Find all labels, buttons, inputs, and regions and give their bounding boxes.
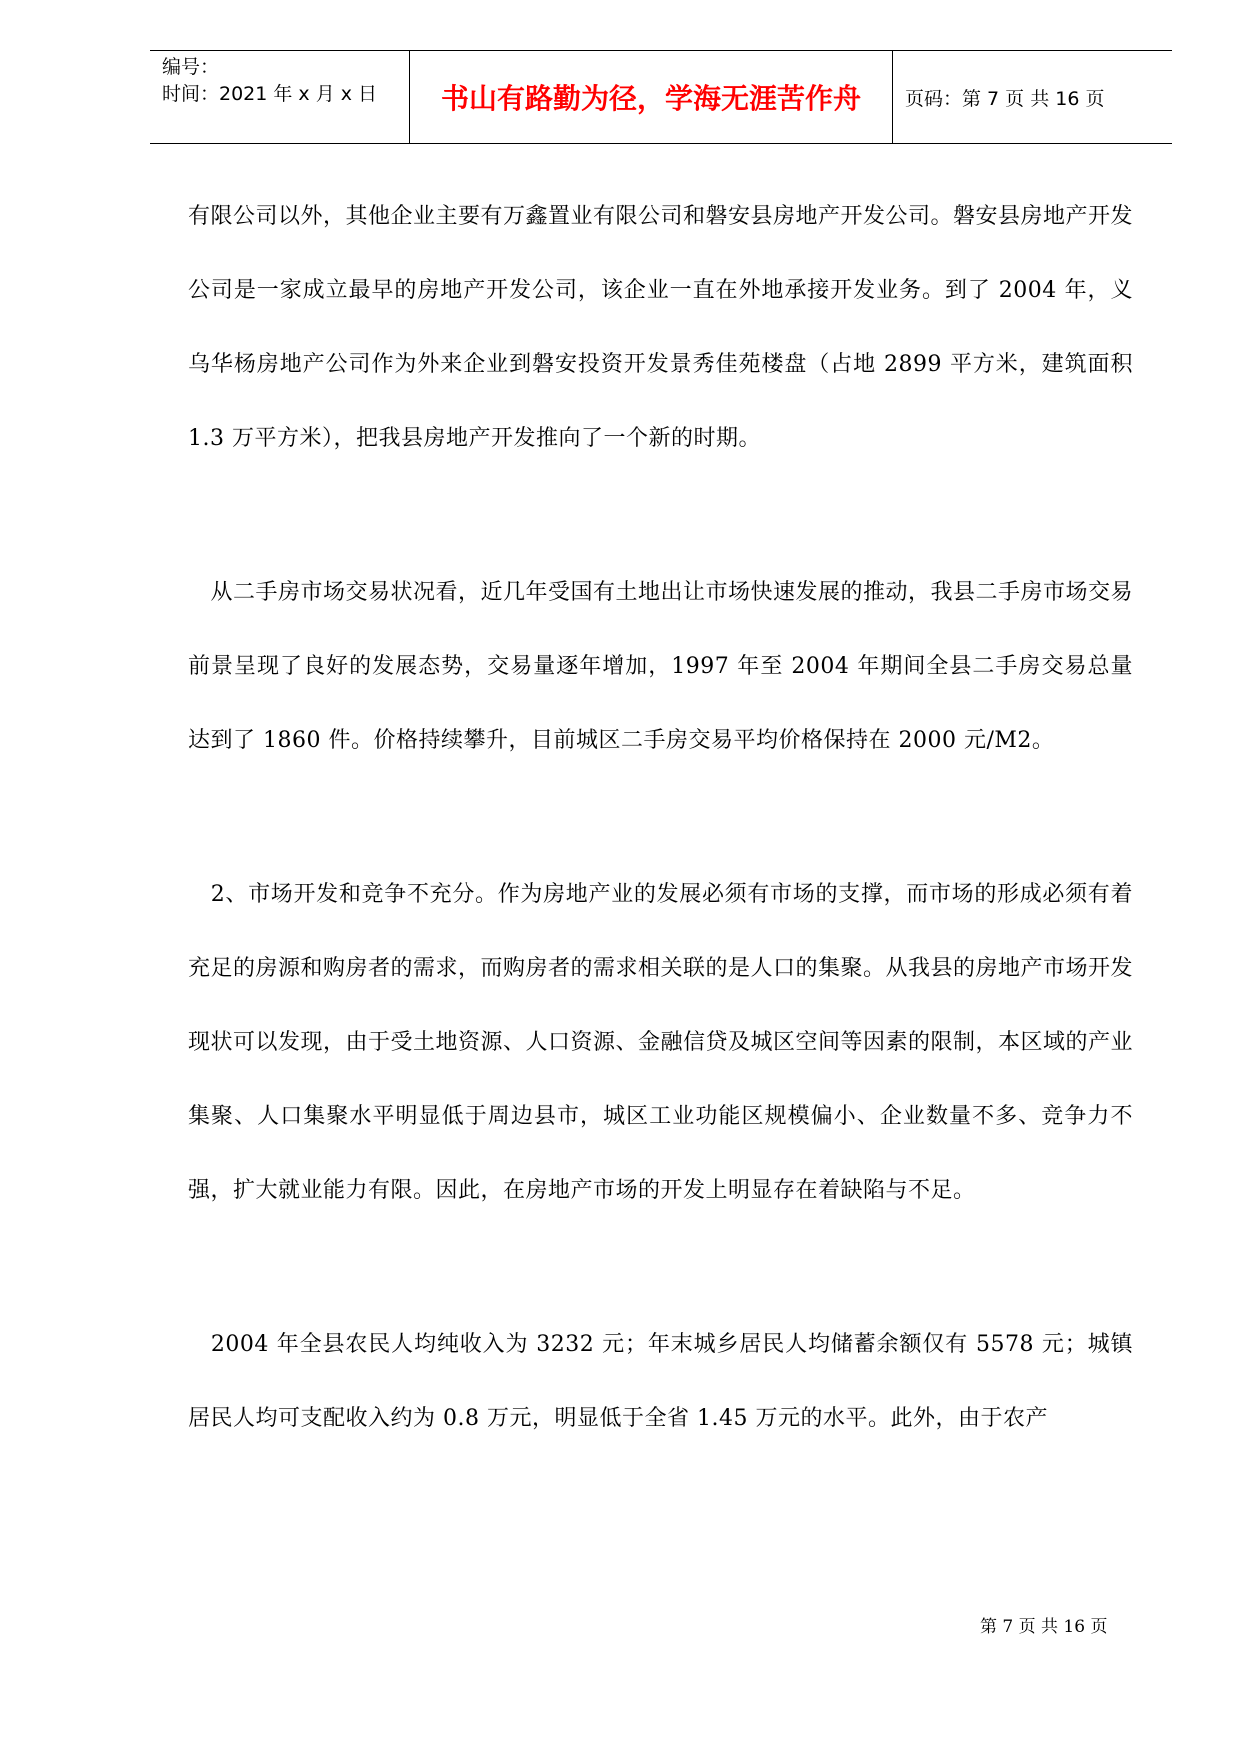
document-body (188, 180, 1133, 1456)
serial-number-label: 编号： (162, 56, 220, 78)
header-motto-cell (410, 51, 893, 143)
page-footer: 第 7 页 共 16 页 (980, 1617, 1108, 1637)
header-page-number: 页码：第 7 页 共 16 页 (905, 87, 1105, 110)
paragraph-4: 2004 年全县农民人均纯收入为 3232 元；年末城乡居民人均储蓄余额仅有 5578 元；城镇居民人均可支配收入约为 0.8 万元，明显低于全省 1.45 万元的水平。此外，由于农产 (188, 1332, 1133, 1431)
paragraph-1: 有限公司以外，其他企业主要有万鑫置业有限公司和磐安县房地产开发公司。磐安县房地产开发公司是一家成立最早的房地产开发公司，该企业一直在外地承接开发业务。到了 2004 年，义乌华杨房地产公司作为外来企业到磐安投资开发景秀佳苑楼盘（占地 2899 平方米，建筑面积 1.3 万平方米），把我县房地产开发推向了一个新的时期。 (188, 204, 1134, 451)
paragraph-2: 从二手房市场交易状况看，近几年受国有土地出让市场快速发展的推动，我县二手房市场交易前景呈现了良好的发展态势，交易量逐年增加，1997 年至 2004 年期间全县二手房交易总量达到了 1860 件。价格持续攀升，目前城区二手房交易平均价格保持在 2000 元/M2。 (188, 580, 1134, 753)
date-label: 时间：2021 年 x 月 x 日 (162, 83, 378, 105)
header-meta-cell (150, 51, 410, 143)
document-header (150, 50, 1172, 144)
motto-text: 书山有路勤为径，学海无涯苦作舟 (440, 82, 861, 115)
paragraph-gap (188, 476, 1133, 556)
paragraph-gap (188, 778, 1133, 858)
paragraph-3: 2、市场开发和竞争不充分。作为房地产业的发展必须有市场的支撑，而市场的形成必须有着充足的房源和购房者的需求，而购房者的需求相关联的是人口的集聚。从我县的房地产市场开发现状可以发现，由于受土地资源、人口资源、金融信贷及城区空间等因素的限制，本区域的产业集聚、人口集聚水平明显低于周边县市，城区工业功能区规模偏小、企业数量不多、竞争力不强，扩大就业能力有限。因此，在房地产市场的开发上明显存在着缺陷与不足。 (188, 882, 1134, 1203)
header-page-cell (893, 51, 1172, 143)
paragraph-gap (188, 1228, 1133, 1308)
